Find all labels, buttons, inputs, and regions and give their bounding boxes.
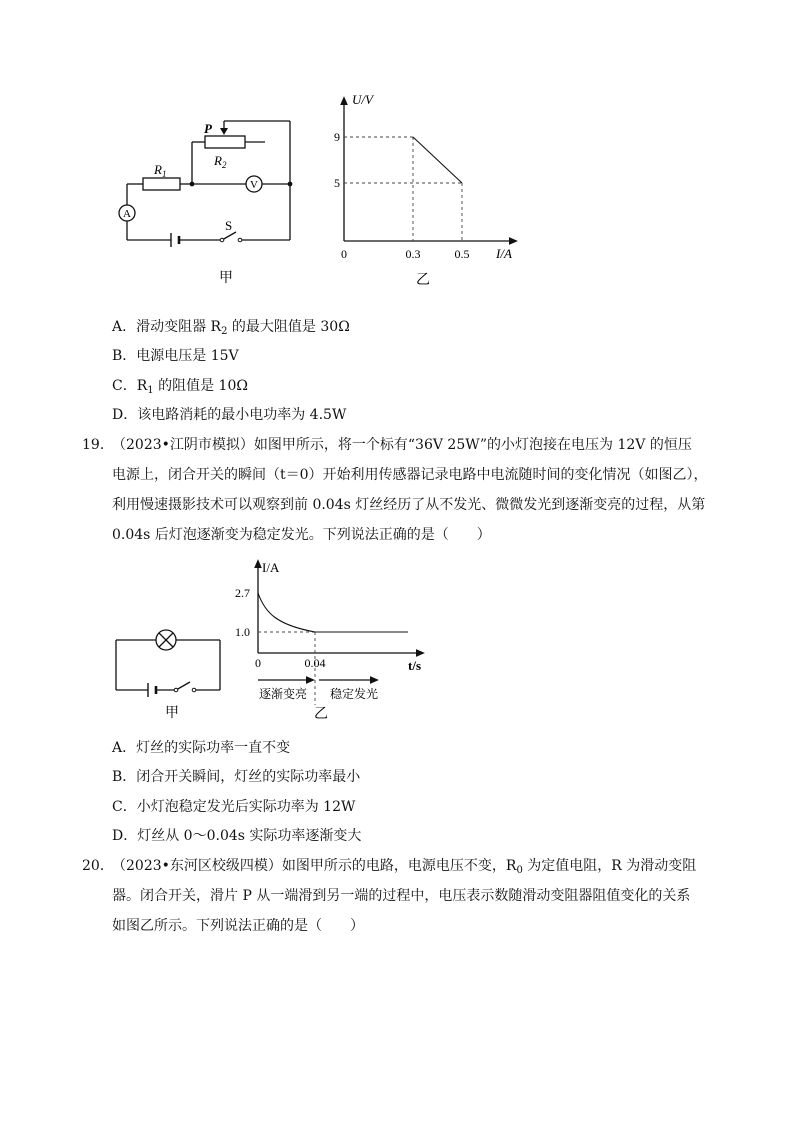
ammeter-label: A (123, 208, 131, 220)
q18-option-a-suffix: 的最大阻值是 30Ω (227, 319, 350, 335)
y-axis-label-2: I/A (262, 560, 280, 575)
x-tick-0-5: 0.5 (454, 247, 470, 261)
q18-option-c-sub: 1 (147, 385, 154, 396)
q18-option-a[interactable] (112, 317, 350, 342)
q19-option-c[interactable]: C．小灯泡稳定发光后实际功率为 12W (112, 799, 356, 815)
figure-2-graph (225, 555, 435, 730)
q20-number: 20． (82, 858, 114, 874)
y-tick-5: 5 (334, 176, 340, 190)
q18-option-b[interactable]: B．电源电压是 15V (112, 348, 239, 364)
q19-option-a[interactable]: A．灯丝的实际功率一直不变 (112, 740, 291, 756)
arrow-right-label: 稳定发光 (330, 687, 379, 701)
circuit-2-caption: 甲 (165, 706, 179, 721)
q19-line-2: 电源上，闭合开关的瞬间（t＝0）开始利用传感器记录电路中电流随时间的变化情况（如图乙）， (112, 467, 708, 483)
figure-1-circuit (100, 100, 310, 290)
y-tick-1-0: 1.0 (235, 625, 250, 639)
x-axis-label-2: t/s (408, 658, 421, 673)
x-tick-0-04: 0.04 (304, 656, 326, 670)
origin-label-2: 0 (255, 656, 261, 670)
q18-option-d[interactable]: D．该电路消耗的最小电功率为 4.5W (112, 407, 347, 423)
q20-line-1-sub: 0 (516, 865, 523, 876)
x-axis-label: I/A (496, 246, 512, 261)
label-r1: $R_1$ (154, 162, 167, 179)
y-axis-label: U/V (352, 92, 373, 107)
graph-2-caption: 乙 (314, 707, 328, 722)
q18-option-c-prefix: C．R (112, 378, 148, 394)
q19-line-3: 利用慢速摄影技术可以观察到前 0.04s 灯丝经历了从不发光、微微发光到逐渐变亮的过程，从第 (112, 497, 706, 513)
arrow-left-label: 逐渐变亮 (259, 687, 308, 701)
q18-option-c[interactable] (112, 376, 248, 401)
label-p: P (204, 121, 212, 136)
q19-number: 19． (82, 437, 114, 453)
x-tick-0-3: 0.3 (405, 247, 421, 261)
q19-option-b[interactable]: B．闭合开关瞬间，灯丝的实际功率最小 (112, 769, 361, 785)
q19-option-d[interactable]: D．灯丝从 0～0.04s 实际功率逐渐变大 (112, 828, 362, 844)
circuit-caption: 甲 (219, 271, 233, 286)
ui-line (413, 137, 462, 183)
q20-line-1-prefix: （2023•东河区校级四模）如图甲所示的电路，电源电压不变，R (112, 858, 517, 874)
figure-1-graph (330, 90, 530, 290)
q19-line-4: 0.04s 后灯泡逐渐变为稳定发光。下列说法正确的是（ ） (112, 527, 491, 543)
q18-option-a-sub: 2 (221, 326, 228, 337)
y-tick-9: 9 (334, 130, 340, 144)
figure-2-circuit (100, 620, 230, 725)
y-tick-2-7: 2.7 (235, 586, 250, 600)
current-curve (258, 593, 408, 632)
q20-line-2: 器。闭合开关，滑片 P 从一端滑到另一端的过程中，电压表示数随滑动变阻器阻值变化的关系 (112, 888, 691, 904)
label-r2: $R_2$ (214, 153, 227, 170)
q20-line-3: 如图乙所示。下列说法正确的是（ ） (112, 918, 364, 934)
graph-caption: 乙 (416, 273, 430, 288)
q18-option-a-prefix: A．滑动变阻器 R (112, 319, 222, 335)
origin-label: 0 (341, 247, 347, 261)
q19-line-1: （2023•江阴市模拟）如图甲所示，将一个标有“36V 25W”的小灯泡接在电压为 12V 的恒压 (112, 437, 692, 453)
q20-line-1 (112, 856, 696, 881)
voltmeter-label: V (250, 179, 258, 191)
q20-line-1-suffix: 为定值电阻，R 为滑动变阻 (522, 858, 697, 874)
q18-option-c-suffix: 的阻值是 10Ω (153, 378, 248, 394)
switch-label: S (225, 218, 233, 233)
